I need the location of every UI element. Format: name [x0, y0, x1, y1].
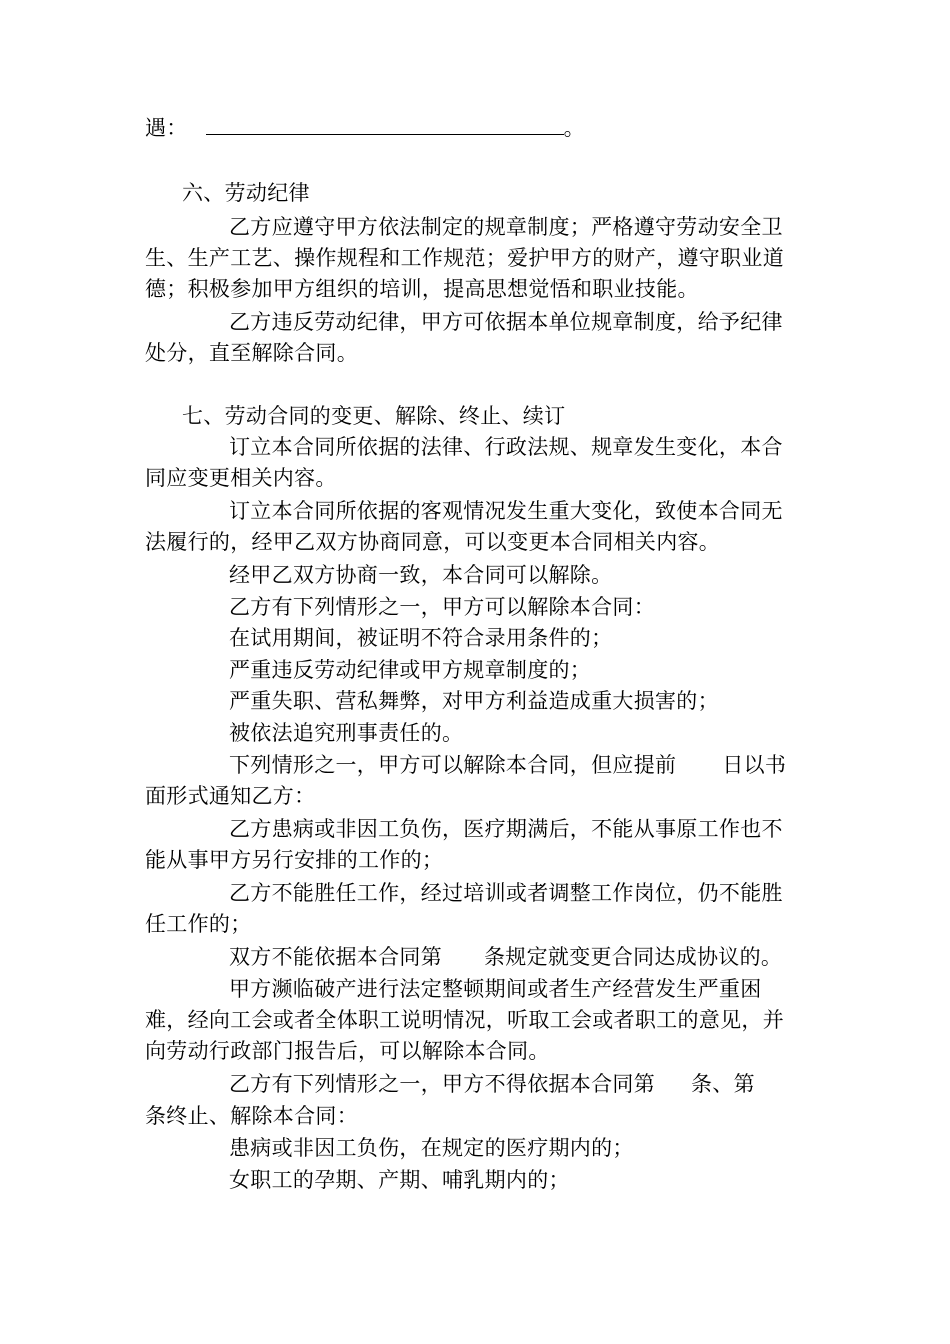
paragraph-line: 任工作的； [145, 912, 252, 936]
list-item: 严重违反劳动纪律或甲方规章制度的； [229, 658, 592, 682]
paragraph-line: 经甲乙双方协商一致，本合同可以解除。 [229, 563, 613, 587]
section-heading-contract-change: 七、劳动合同的变更、解除、终止、续订 [182, 404, 566, 428]
text-notice-part1: 下列情形之一，甲方可以解除本合同，但应提前 [229, 753, 677, 777]
paragraph-line-notice [229, 750, 786, 780]
text-notice-part2: 日以书 [722, 753, 787, 777]
list-item: 严重失职、营私舞弊，对甲方利益造成重大损害的； [229, 689, 719, 713]
fill-in-blank-line [206, 114, 564, 135]
paragraph-line: 难，经向工会或者全体职工说明情况，听取工会或者职工的意见，并 [145, 1008, 784, 1032]
paragraph-line-prohibit [229, 1069, 755, 1099]
section-heading-discipline: 六、劳动纪律 [182, 181, 310, 205]
paragraph-line: 甲方濒临破产进行法定整顿期间或者生产经营发生严重困 [229, 977, 762, 1001]
paragraph-line: 德；积极参加甲方组织的培训，提高思想觉悟和职业技能。 [145, 277, 699, 301]
text-article-part1: 双方不能依据本合同第 [229, 945, 442, 969]
paragraph-line: 能从事甲方另行安排的工作的； [145, 848, 444, 872]
paragraph-line: 订立本合同所依据的客观情况发生重大变化，致使本合同无 [229, 499, 783, 523]
paragraph-line: 条终止、解除本合同： [145, 1104, 358, 1128]
list-item: 患病或非因工负伤，在规定的医疗期内的； [229, 1136, 634, 1160]
text-prohibit-part1: 乙方有下列情形之一，甲方不得依据本合同第 [229, 1072, 655, 1096]
paragraph-line: 订立本合同所依据的法律、行政法规、规章发生变化，本合 [229, 435, 783, 459]
paragraph-line: 乙方违反劳动纪律，甲方可依据本单位规章制度，给予纪律 [229, 310, 783, 334]
list-item: 被依法追究刑事责任的。 [229, 721, 464, 745]
list-item: 乙方不能胜任工作，经过培训或者调整工作岗位，仍不能胜 [229, 881, 783, 905]
list-item: 女职工的孕期、产期、哺乳期内的； [229, 1168, 570, 1192]
paragraph-line: 处分，直至解除合同。 [145, 341, 358, 365]
paragraph-line: 法履行的，经甲乙双方协商同意，可以变更本合同相关内容。 [145, 530, 721, 554]
paragraph-line: 向劳动行政部门报告后，可以解除本合同。 [145, 1039, 550, 1063]
list-item: 在试用期间，被证明不符合录用条件的； [229, 626, 613, 650]
line-treatment [145, 113, 585, 143]
text-period: 。 [563, 116, 585, 140]
text-treatment-label: 遇： [145, 116, 188, 140]
text-article-part2: 条规定就变更合同达成协议的。 [484, 945, 783, 969]
paragraph-line: 乙方有下列情形之一，甲方可以解除本合同： [229, 595, 655, 619]
text-prohibit-part2: 条、第 [691, 1072, 755, 1096]
paragraph-line: 面形式通知乙方： [145, 784, 316, 808]
list-item: 乙方患病或非因工负伤，医疗期满后，不能从事原工作也不 [229, 817, 783, 841]
paragraph-line: 生、生产工艺、操作规程和工作规范；爱护甲方的财产，遵守职业道 [145, 246, 784, 270]
list-item-article [229, 942, 782, 972]
paragraph-line: 乙方应遵守甲方依法制定的规章制度；严格遵守劳动安全卫 [229, 215, 783, 239]
paragraph-line: 同应变更相关内容。 [145, 466, 337, 490]
